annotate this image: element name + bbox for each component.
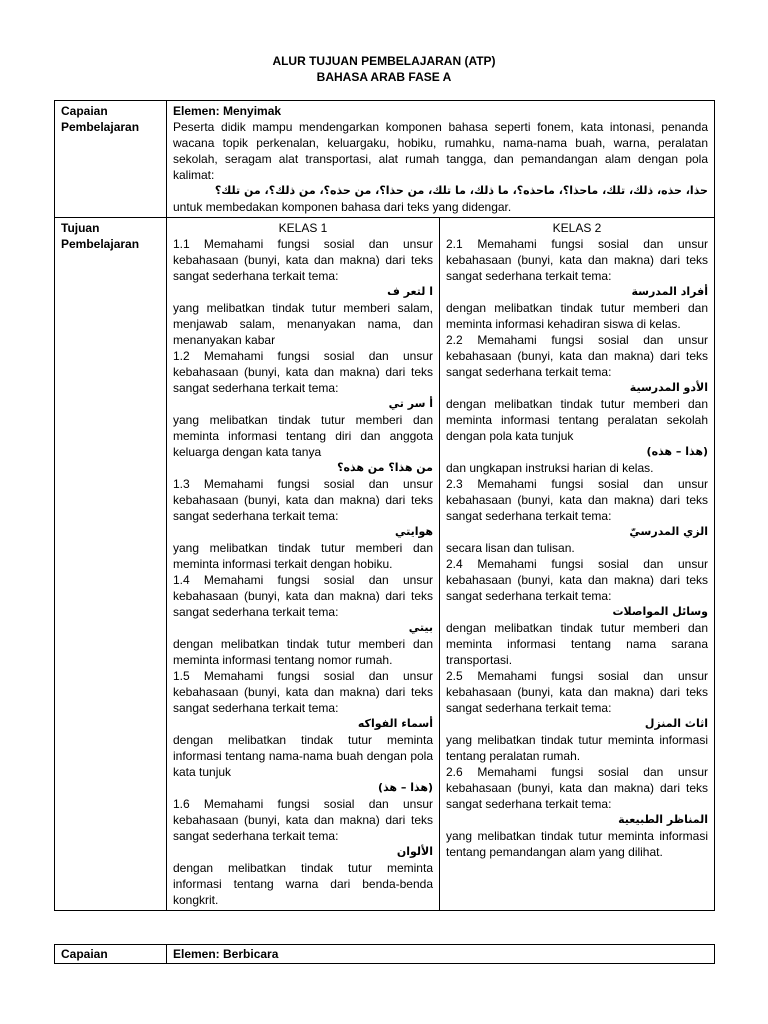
document-title: ALUR TUJUAN PEMBELAJARAN (ATP) bbox=[272, 54, 496, 68]
tujuan-label-line1: Tujuan bbox=[61, 221, 100, 235]
objective-theme-arabic: الألوان bbox=[396, 845, 433, 858]
objective-pattern-arabic: (هذا – هذ) bbox=[378, 781, 433, 794]
objective-item bbox=[173, 476, 433, 572]
objective-pattern-arabic: (هذا – هذه) bbox=[646, 445, 708, 458]
objective-text: 2.5 Memahami fungsi sosial dan unsur kebahasaan (bunyi, kata dan makna) dari teks sangat sederhana terkait tema: bbox=[446, 669, 708, 715]
berbicara-element-cell: Elemen: Berbicara bbox=[167, 945, 715, 964]
berbicara-label-cell: Capaian bbox=[55, 945, 167, 964]
tujuan-row bbox=[55, 218, 715, 911]
objective-item bbox=[446, 236, 708, 332]
objective-item bbox=[173, 796, 433, 908]
objective-detail: yang melibatkan tindak tutur meminta informasi tentang peralatan rumah. bbox=[446, 733, 708, 763]
tujuan-label-line2: Pembelajaran bbox=[61, 237, 140, 251]
kelas2-items bbox=[446, 236, 708, 860]
objective-detail: yang melibatkan tindak tutur memberi dan meminta informasi terkait dengan hobiku. bbox=[173, 541, 433, 571]
objective-detail: dengan melibatkan tindak tutur memberi dan meminta informasi tentang peralatan sekolah dengan pola kata tunjuk bbox=[446, 397, 708, 443]
objective-detail: dengan melibatkan tindak tutur meminta informasi tentang warna dari benda-benda kongkrit. bbox=[173, 861, 433, 907]
objective-theme-arabic: هوايتي bbox=[394, 525, 433, 538]
objective-detail: yang melibatkan tindak tutur meminta informasi tentang pemandangan alam yang dilihat. bbox=[446, 829, 708, 859]
objective-theme-arabic: أ سر تي bbox=[388, 397, 433, 410]
objective-item bbox=[446, 556, 708, 668]
kelas2-cell bbox=[440, 218, 715, 911]
kelas1-items bbox=[173, 236, 433, 908]
objective-text: 2.3 Memahami fungsi sosial dan unsur kebahasaan (bunyi, kata dan makna) dari teks sangat sederhana terkait tema: bbox=[446, 477, 708, 523]
kelas1-header: KELAS 1 bbox=[278, 221, 328, 235]
atp-table bbox=[54, 100, 715, 911]
objective-item bbox=[446, 668, 708, 764]
objective-text: 2.1 Memahami fungsi sosial dan unsur kebahasaan (bunyi, kata dan makna) dari teks sangat sederhana terkait tema: bbox=[446, 237, 708, 283]
objective-text: 1.5 Memahami fungsi sosial dan unsur kebahasaan (bunyi, kata dan makna) dari teks sangat sederhana terkait tema: bbox=[173, 669, 433, 715]
objective-text: 1.4 Memahami fungsi sosial dan unsur kebahasaan (bunyi, kata dan makna) dari teks sangat sederhana terkait tema: bbox=[173, 573, 433, 619]
objective-theme-arabic: اثاث المنزل bbox=[644, 717, 708, 730]
objective-item bbox=[173, 572, 433, 668]
objective-theme-arabic: أسماء الفواكه bbox=[357, 717, 433, 730]
objective-pattern-arabic: من هذا؟ من هذه؟ bbox=[337, 461, 433, 474]
kelas2-header: KELAS 2 bbox=[552, 221, 602, 235]
tujuan-label-cell bbox=[55, 218, 167, 911]
element-heading: Elemen: Menyimak bbox=[173, 104, 282, 118]
objective-theme-arabic: بيتي bbox=[408, 621, 433, 634]
objective-text: 1.6 Memahami fungsi sosial dan unsur kebahasaan (bunyi, kata dan makna) dari teks sangat sederhana terkait tema: bbox=[173, 797, 433, 843]
objective-detail: dengan melibatkan tindak tutur memberi dan meminta informasi tentang nomor rumah. bbox=[173, 637, 433, 667]
objective-text: 1.2 Memahami fungsi sosial dan unsur kebahasaan (bunyi, kata dan makna) dari teks sangat sederhana terkait tema: bbox=[173, 349, 433, 395]
objective-detail: yang melibatkan tindak tutur memberi dan meminta informasi tentang diri dan anggota keluarga dengan kata tanya bbox=[173, 413, 433, 459]
objective-detail: dengan melibatkan tindak tutur memberi dan meminta informasi kehadiran siswa di kelas. bbox=[446, 301, 708, 331]
objective-item bbox=[173, 668, 433, 796]
objective-theme-arabic: الزي المدرسيّ bbox=[629, 525, 708, 538]
objective-detail-extra: dan ungkapan instruksi harian di kelas. bbox=[446, 461, 654, 475]
objective-detail: secara lisan dan tulisan. bbox=[446, 541, 575, 555]
objective-detail: dengan melibatkan tindak tutur memberi dan meminta informasi tentang nama sarana transportasi. bbox=[446, 621, 708, 667]
berbicara-table bbox=[54, 944, 715, 964]
objective-theme-arabic: وسائل المواصلات bbox=[612, 605, 708, 618]
capaian-label-line1: Capaian bbox=[61, 104, 108, 118]
capaian-row bbox=[55, 101, 715, 218]
objective-item bbox=[446, 764, 708, 860]
capaian-content-cell bbox=[167, 101, 715, 218]
objective-item bbox=[446, 332, 708, 476]
objective-theme-arabic: الأدو المدرسية bbox=[629, 381, 708, 394]
capaian-label-line2: Pembelajaran bbox=[61, 120, 140, 134]
objective-item bbox=[173, 348, 433, 476]
objective-theme-arabic: المناظر الطبيعية bbox=[618, 813, 708, 826]
capaian-arabic-patterns: حذا، حذه، ذلك، تلك، ماحذا؟، ماحذه؟، ما ذلك، ما تلك، من حذا؟، من حذه؟، من ذلك؟، من تلك؟ bbox=[214, 184, 708, 197]
document-subtitle: BAHASA ARAB FASE A bbox=[316, 70, 452, 84]
capaian-label-cell bbox=[55, 101, 167, 218]
objective-text: 1.1 Memahami fungsi sosial dan unsur kebahasaan (bunyi, kata dan makna) dari teks sangat sederhana terkait tema: bbox=[173, 237, 433, 283]
berbicara-row bbox=[55, 945, 715, 964]
objective-text: 2.4 Memahami fungsi sosial dan unsur kebahasaan (bunyi, kata dan makna) dari teks sangat sederhana terkait tema: bbox=[446, 557, 708, 603]
objective-theme-arabic: ا لتعر ف bbox=[387, 285, 433, 298]
capaian-closing: untuk membedakan komponen bahasa dari teks yang didengar. bbox=[173, 200, 512, 214]
objective-text: 2.2 Memahami fungsi sosial dan unsur kebahasaan (bunyi, kata dan makna) dari teks sangat sederhana terkait tema: bbox=[446, 333, 708, 379]
kelas1-cell bbox=[167, 218, 440, 911]
objective-text: 1.3 Memahami fungsi sosial dan unsur kebahasaan (bunyi, kata dan makna) dari teks sangat sederhana terkait tema: bbox=[173, 477, 433, 523]
objective-detail: yang melibatkan tindak tutur memberi salam, menjawab salam, menanyakan nama, dan menanyakan kabar bbox=[173, 301, 433, 347]
objective-theme-arabic: أفراد المدرسة bbox=[631, 285, 708, 298]
objective-text: 2.6 Memahami fungsi sosial dan unsur kebahasaan (bunyi, kata dan makna) dari teks sangat sederhana terkait tema: bbox=[446, 765, 708, 811]
objective-item bbox=[173, 236, 433, 348]
capaian-paragraph: Peserta didik mampu mendengarkan komponen bahasa seperti fonem, kata intonasi, penanda wacana topik perkenalan, keluargaku, hobiku, rumahku, nama-nama buah, warna, peralatan sekolah, seragam alat transportasi, alat rumah tangga, dan pemandangan alam dengan pola kalimat: bbox=[173, 120, 708, 182]
objective-item bbox=[446, 476, 708, 556]
objective-detail: dengan melibatkan tindak tutur meminta informasi tentang nama-nama buah dengan pola kata tunjuk bbox=[173, 733, 433, 779]
